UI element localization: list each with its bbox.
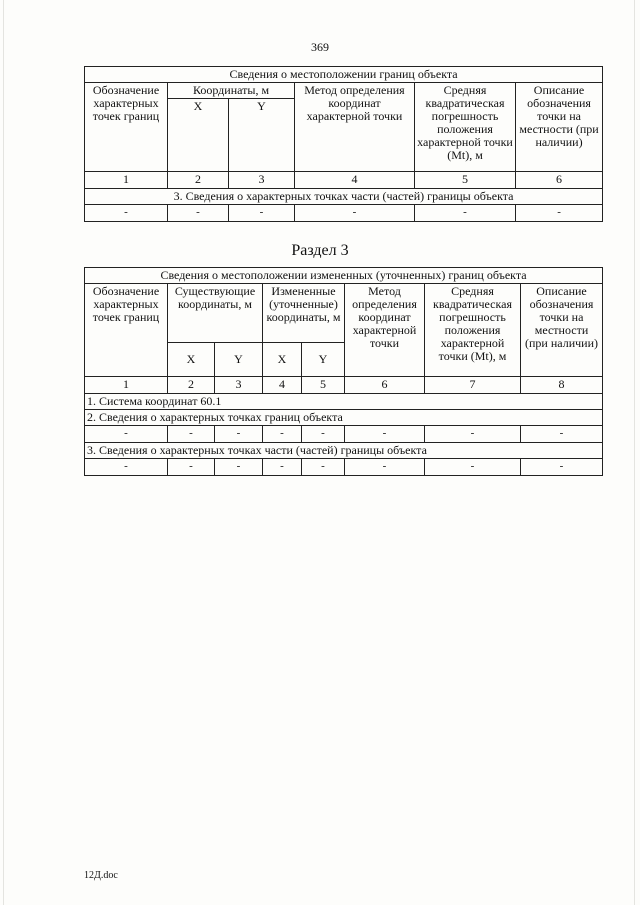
- table-row: [85, 426, 603, 443]
- column-number: 7: [425, 377, 521, 394]
- header-error: Средняя квадратическая погрешность положения характерной точки (Mt), м: [415, 83, 516, 172]
- header-method: Метод определения координат характерной точки: [345, 284, 425, 377]
- header-x-existing: X: [168, 342, 215, 376]
- header-existing-coordinates: Существующие координаты, м: [168, 284, 263, 343]
- header-description: Описание обозначения точки на местности (при наличии): [521, 284, 603, 377]
- column-number: 5: [415, 172, 516, 189]
- column-number: 3: [229, 172, 295, 189]
- empty-cell: -: [85, 426, 168, 443]
- empty-cell: -: [229, 205, 295, 222]
- empty-cell: -: [85, 205, 168, 222]
- column-number: 2: [168, 172, 229, 189]
- section-heading: 3. Сведения о характерных точках части (частей) границы объекта: [85, 189, 603, 205]
- column-number: 4: [263, 377, 302, 394]
- empty-cell: -: [168, 426, 215, 443]
- column-number: 6: [516, 172, 603, 189]
- header-method: Метод определения координат характерной точки: [295, 83, 415, 172]
- column-number: 1: [85, 377, 168, 394]
- empty-cell: -: [295, 205, 415, 222]
- empty-cell: -: [521, 459, 603, 476]
- header-x: X: [168, 99, 229, 172]
- header-x-changed: X: [263, 342, 302, 376]
- empty-cell: -: [415, 205, 516, 222]
- empty-cell: -: [168, 205, 229, 222]
- table-row: [85, 459, 603, 476]
- header-point-designation: Обозначение характерных точек границ: [85, 83, 168, 172]
- page-number: 369: [311, 40, 329, 54]
- column-number: 2: [168, 377, 215, 394]
- column-numbers-row: [85, 172, 603, 189]
- header-y: Y: [229, 99, 295, 172]
- header-changed-coordinates: Измененные (уточненные) координаты, м: [263, 284, 345, 343]
- section-title: Раздел 3: [291, 242, 349, 259]
- table-row: [85, 205, 603, 222]
- empty-cell: -: [425, 426, 521, 443]
- column-number: 5: [302, 377, 345, 394]
- section-heading: 2. Сведения о характерных точках границ объекта: [85, 410, 603, 426]
- header-coordinates: Координаты, м: [168, 83, 295, 99]
- table-caption: Сведения о местоположении границ объекта: [85, 67, 603, 83]
- coordinate-system-row: 1. Система координат 60.1: [85, 394, 603, 410]
- column-numbers-row: [85, 377, 603, 394]
- header-error: Средняя квадратическая погрешность положения характерной точки (Mt), м: [425, 284, 521, 377]
- scan-edge-left: [3, 0, 4, 905]
- column-number: 8: [521, 377, 603, 394]
- header-point-designation: Обозначение характерных точек границ: [85, 284, 168, 377]
- column-number: 1: [85, 172, 168, 189]
- scan-edge-right: [634, 0, 635, 905]
- column-number: 6: [345, 377, 425, 394]
- boundaries-table: [84, 66, 603, 222]
- column-number: 3: [215, 377, 263, 394]
- empty-cell: -: [302, 459, 345, 476]
- column-number: 4: [295, 172, 415, 189]
- section-heading: 3. Сведения о характерных точках части (частей) границы объекта: [85, 443, 603, 459]
- empty-cell: -: [302, 426, 345, 443]
- empty-cell: -: [345, 459, 425, 476]
- empty-cell: -: [516, 205, 603, 222]
- empty-cell: -: [425, 459, 521, 476]
- header-y-existing: Y: [215, 342, 263, 376]
- changed-boundaries-table: [84, 267, 603, 476]
- empty-cell: -: [215, 459, 263, 476]
- header-y-changed: Y: [302, 342, 345, 376]
- empty-cell: -: [521, 426, 603, 443]
- empty-cell: -: [85, 459, 168, 476]
- table-caption: Сведения о местоположении измененных (уточненных) границ объекта: [85, 268, 603, 284]
- footer-filename: 12Д.doc: [84, 870, 118, 881]
- empty-cell: -: [263, 459, 302, 476]
- empty-cell: -: [345, 426, 425, 443]
- header-description: Описание обозначения точки на местности (при наличии): [516, 83, 603, 172]
- empty-cell: -: [168, 459, 215, 476]
- empty-cell: -: [263, 426, 302, 443]
- empty-cell: -: [215, 426, 263, 443]
